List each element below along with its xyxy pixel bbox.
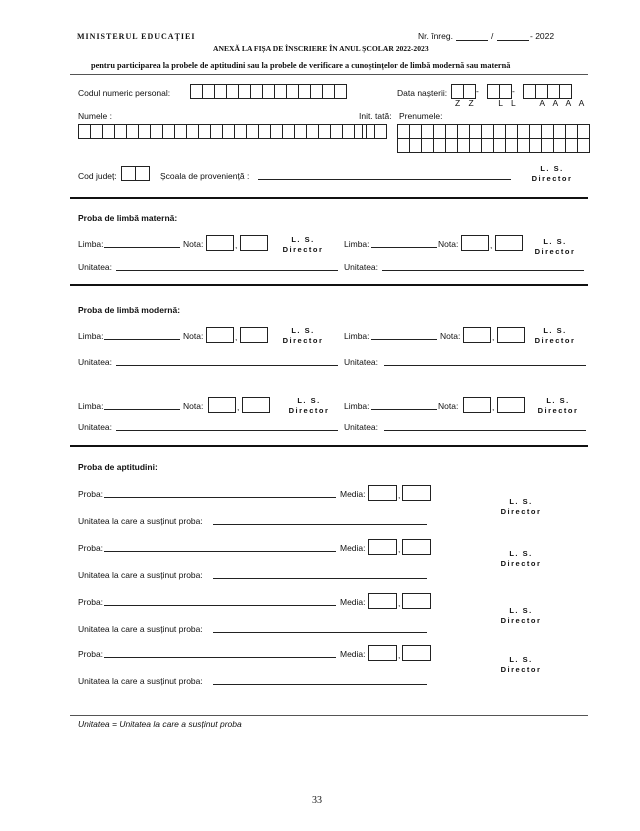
maternal-section-title: Proba de limbă maternă: [78, 213, 178, 223]
ls-text: L. S. [509, 655, 533, 664]
ls-text: L. S. [509, 606, 533, 615]
test-label: Proba: [78, 543, 104, 553]
unit-where-label: Unitatea la care a susținut proba: [78, 624, 203, 634]
cnp-label: Codul numeric personal: [78, 88, 171, 98]
school-label: Școala de proveniență : [160, 171, 250, 181]
modern-language-field-1[interactable] [104, 339, 180, 340]
maternal-unit-field-2[interactable] [382, 270, 584, 271]
modern-grade-int-1[interactable] [206, 327, 234, 343]
comma: , [492, 332, 495, 342]
footer-note: Unitatea = Unitatea la care a susținut proba [78, 719, 242, 729]
aptitude-average-int-2[interactable] [368, 539, 397, 555]
birth-dash-1: - [476, 86, 479, 96]
grade-label: Nota: [438, 239, 459, 249]
maternal-grade-int-2[interactable] [461, 235, 489, 251]
director-text: Director [500, 665, 542, 674]
comma: , [398, 650, 401, 660]
language-label: Limba: [78, 239, 104, 249]
aptitude-test-field-4[interactable] [104, 657, 336, 658]
maternal-unit-field-1[interactable] [116, 270, 338, 271]
form-subtitle: pentru participarea la probele de aptitudini sau la probele de verificare a cunoștințelor de limbă modernă sau maternă [91, 61, 511, 70]
grade-label: Nota: [183, 401, 204, 411]
director-text: Director [531, 174, 573, 183]
maternal-grade-dec-1[interactable] [240, 235, 268, 251]
birth-month-input[interactable] [487, 84, 511, 99]
test-label: Proba: [78, 649, 104, 659]
unit-label: Unitatea: [344, 422, 379, 432]
maternal-grade-int-1[interactable] [206, 235, 234, 251]
modern-section-title: Proba de limbă modernă: [78, 305, 181, 315]
modern-unit-field-2[interactable] [384, 365, 586, 366]
aptitude-unit-field-2[interactable] [213, 578, 427, 579]
first-name-input-row2[interactable] [397, 138, 589, 153]
language-label: Limba: [78, 401, 104, 411]
maternal-grade-dec-2[interactable] [495, 235, 523, 251]
ls-text: L. S. [297, 396, 321, 405]
stamp-modern-4 [523, 396, 593, 416]
aptitude-average-int-1[interactable] [368, 485, 397, 501]
language-label: Limba: [344, 401, 370, 411]
first-name-input-row1[interactable] [397, 124, 589, 139]
modern-language-field-4[interactable] [371, 409, 437, 410]
ls-text: L. S. [291, 326, 315, 335]
header-divider [70, 74, 588, 75]
ministry-name: MINISTERUL EDUCAȚIEI [77, 32, 196, 41]
grade-label: Nota: [183, 239, 204, 249]
aptitude-test-field-2[interactable] [104, 551, 336, 552]
aptitude-average-int-3[interactable] [368, 593, 397, 609]
school-field[interactable] [258, 179, 511, 180]
first-name-label: Prenumele: [399, 111, 443, 121]
grade-label: Nota: [438, 401, 459, 411]
registration-label: Nr. înreg. [418, 31, 453, 41]
average-label: Media: [340, 543, 366, 553]
modern-grade-dec-3[interactable] [242, 397, 270, 413]
stamp-maternal-2 [520, 237, 590, 257]
registration-number-field[interactable] [456, 40, 488, 41]
form-title: ANEXĂ LA FIȘA DE ÎNSCRIERE ÎN ANUL ȘCOLAR 2022-2023 [213, 44, 429, 53]
ls-text: L. S. [509, 549, 533, 558]
maternal-language-field-2[interactable] [371, 247, 437, 248]
page-number: 33 [312, 795, 322, 806]
comma: , [398, 544, 401, 554]
aptitude-average-dec-2[interactable] [402, 539, 431, 555]
last-name-input[interactable] [78, 124, 366, 139]
average-label: Media: [340, 597, 366, 607]
registration-separator: / [491, 31, 494, 41]
comma: , [492, 402, 495, 412]
grade-label: Nota: [183, 331, 204, 341]
comma: , [235, 240, 238, 250]
language-label: Limba: [344, 331, 370, 341]
stamp-modern-2 [520, 326, 590, 346]
director-text: Director [500, 507, 542, 516]
average-label: Media: [340, 649, 366, 659]
ls-text: L. S. [546, 396, 570, 405]
aptitude-unit-field-3[interactable] [213, 632, 427, 633]
unit-label: Unitatea: [78, 262, 113, 272]
director-text: Director [288, 406, 330, 415]
comma: , [398, 598, 401, 608]
comma: , [490, 240, 493, 250]
language-label: Limba: [78, 331, 104, 341]
birth-year-input[interactable] [523, 84, 571, 99]
footer-divider [70, 715, 588, 716]
aptitude-test-field-1[interactable] [104, 497, 336, 498]
aptitude-section-title: Proba de aptitudini: [78, 462, 158, 472]
father-initial-label: Init. tată: [359, 111, 392, 121]
cnp-input[interactable] [190, 84, 346, 99]
stamp-aptitude-4 [486, 655, 556, 675]
grade-label: Nota: [440, 331, 461, 341]
comma: , [237, 402, 240, 412]
modern-grade-int-4[interactable] [463, 397, 491, 413]
county-code-label: Cod județ: [78, 171, 117, 181]
modern-grade-dec-4[interactable] [497, 397, 525, 413]
comma: , [398, 490, 401, 500]
modern-unit-field-1[interactable] [116, 365, 338, 366]
ls-text: L. S. [543, 326, 567, 335]
birth-date-label: Data nașterii: [397, 88, 448, 98]
modern-grade-dec-1[interactable] [240, 327, 268, 343]
director-text: Director [282, 245, 324, 254]
director-text: Director [537, 406, 579, 415]
stamp-aptitude-3 [486, 606, 556, 626]
unit-label: Unitatea: [78, 357, 113, 367]
aptitude-average-dec-3[interactable] [402, 593, 431, 609]
modern-unit-field-4[interactable] [384, 430, 586, 431]
last-name-label: Numele : [78, 111, 113, 121]
aptitude-average-int-4[interactable] [368, 645, 397, 661]
county-code-input[interactable] [121, 166, 149, 181]
section-divider [70, 284, 588, 286]
ls-text: L. S. [540, 164, 564, 173]
birth-day-input[interactable] [451, 84, 475, 99]
director-text: Director [534, 247, 576, 256]
modern-language-field-2[interactable] [371, 339, 437, 340]
unit-where-label: Unitatea la care a susținut proba: [78, 676, 203, 686]
stamp-maternal-1 [268, 235, 338, 255]
ls-text: L. S. [509, 497, 533, 506]
test-label: Proba: [78, 489, 104, 499]
ls-text: L. S. [543, 237, 567, 246]
modern-unit-field-3[interactable] [116, 430, 338, 431]
section-divider [70, 445, 588, 447]
test-label: Proba: [78, 597, 104, 607]
director-text: Director [534, 336, 576, 345]
language-label: Limba: [344, 239, 370, 249]
birth-dash-2: - [512, 86, 515, 96]
director-text: Director [500, 616, 542, 625]
aptitude-unit-field-1[interactable] [213, 524, 427, 525]
section-divider [70, 197, 588, 199]
aptitude-average-dec-4[interactable] [402, 645, 431, 661]
modern-grade-int-2[interactable] [463, 327, 491, 343]
ls-text: L. S. [291, 235, 315, 244]
stamp-modern-3 [274, 396, 344, 416]
stamp-aptitude-2 [486, 549, 556, 569]
stamp-modern-1 [268, 326, 338, 346]
aptitude-test-field-3[interactable] [104, 605, 336, 606]
unit-label: Unitatea: [344, 357, 379, 367]
registration-year: - 2022 [530, 31, 555, 41]
unit-label: Unitatea: [344, 262, 379, 272]
average-label: Media: [340, 489, 366, 499]
modern-language-field-3[interactable] [104, 409, 180, 410]
stamp-aptitude-1 [486, 497, 556, 517]
director-text: Director [282, 336, 324, 345]
father-initial-input[interactable] [362, 124, 386, 139]
maternal-language-field-1[interactable] [104, 247, 180, 248]
stamp-personal [517, 164, 587, 184]
aptitude-average-dec-1[interactable] [402, 485, 431, 501]
unit-where-label: Unitatea la care a susținut proba: [78, 516, 203, 526]
aptitude-unit-field-4[interactable] [213, 684, 427, 685]
unit-where-label: Unitatea la care a susținut proba: [78, 570, 203, 580]
unit-label: Unitatea: [78, 422, 113, 432]
birth-date-format: Z Z L L A A A A [455, 98, 588, 108]
comma: , [235, 332, 238, 342]
modern-grade-int-3[interactable] [208, 397, 236, 413]
director-text: Director [500, 559, 542, 568]
registration-date-field[interactable] [497, 40, 529, 41]
